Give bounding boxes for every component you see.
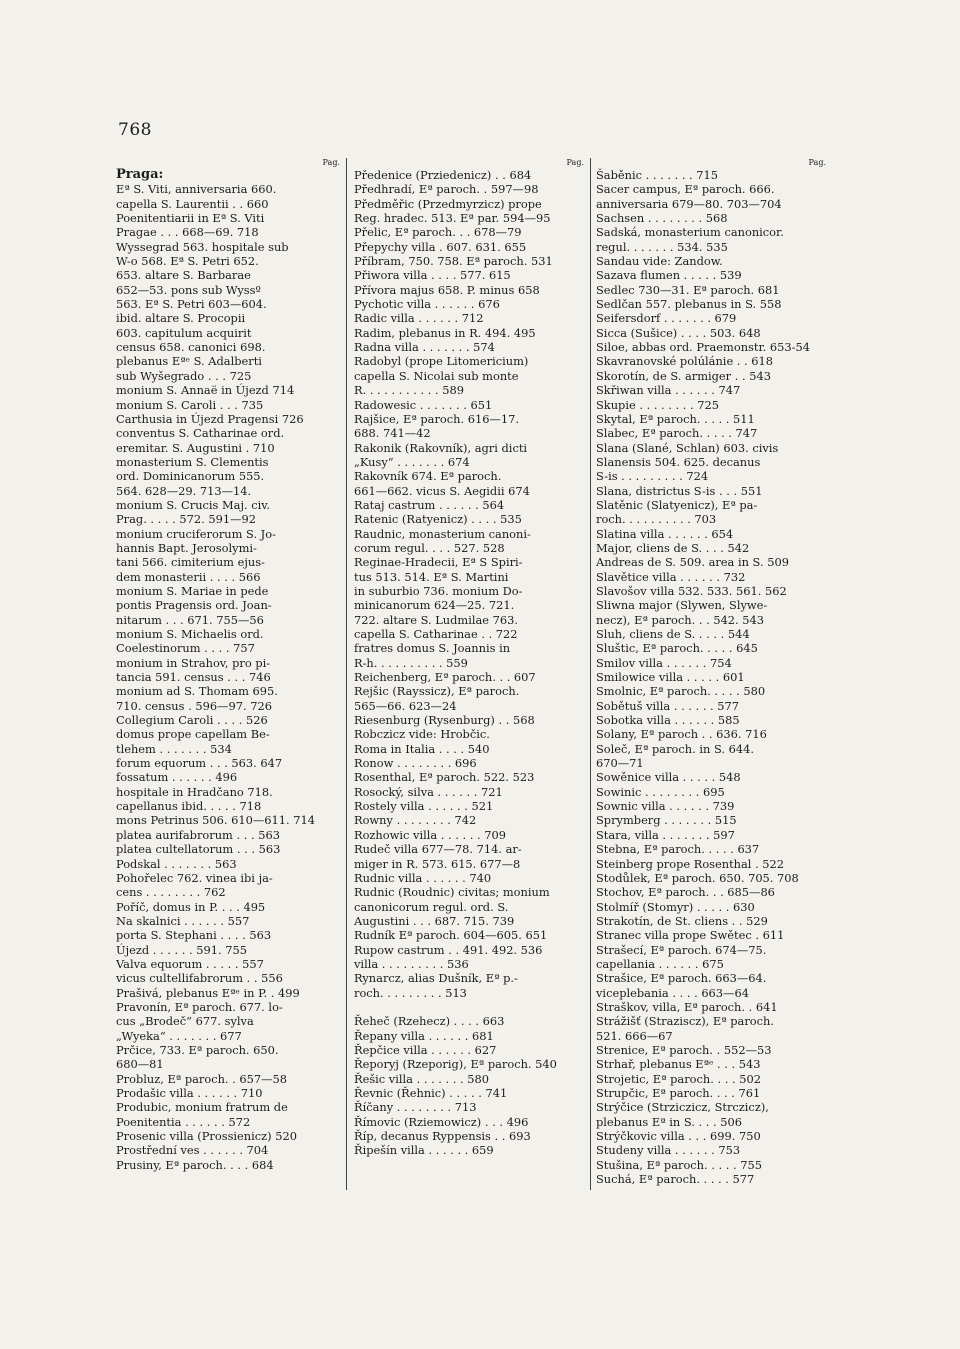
index-entry: 680—81: [116, 1057, 164, 1072]
index-entry: villa . . . . . . . . . 536: [354, 956, 469, 971]
index-entry: Rowny . . . . . . . . 742: [354, 813, 477, 828]
index-entry: R. . . . . . . . . . . 589: [354, 383, 464, 398]
index-column-1: [116, 160, 340, 1172]
index-entry: Strašecí, Eª paroch. 674—75.: [596, 942, 767, 957]
index-entry: 521. 666—67: [596, 1028, 673, 1043]
index-entry: Rostely villa . . . . . . 521: [354, 799, 494, 814]
index-entry: Slana (Slané, Schlan) 603. civis: [596, 440, 779, 455]
index-entry: Strojetic, Eª paroch. . . . 502: [596, 1071, 761, 1086]
index-entry: capellania . . . . . . 675: [596, 956, 724, 971]
index-entry: 722. altare S. Ludmilae 763.: [354, 612, 519, 627]
index-entry: miger in R. 573. 615. 677—8: [354, 856, 521, 871]
index-entry: Stodůlek, Eª paroch. 650. 705. 708: [596, 870, 799, 885]
pag-label: Pag.: [808, 158, 826, 167]
index-entry: Sownic villa . . . . . . 739: [596, 799, 735, 814]
index-entry: 661—662. vicus S. Aegidii 674: [354, 483, 530, 498]
index-entry: Rakovník 674. Eª paroch.: [354, 469, 502, 484]
index-entry: Rejšic (Rayssicz), Eª paroch.: [354, 684, 520, 699]
index-entry: capella S. Catharinae . . 722: [354, 627, 518, 641]
index-entry: Na skalnici . . . . . . 557: [116, 913, 250, 928]
index-entry: Předenice (Prziedenicz) . . 684: [354, 168, 532, 182]
index-entry: Římovic (Rziemowicz) . . . 496: [354, 1114, 529, 1129]
index-entry: monasterium S. Clementis: [116, 454, 269, 469]
index-entry: Pravonín, Eª paroch. 677. lo-: [116, 999, 283, 1014]
pag-label: Pag.: [566, 158, 584, 167]
index-entry: Přelic, Eª paroch. . . 678—79: [354, 225, 522, 240]
index-entry: census 658. canonici 698.: [116, 340, 266, 355]
index-entry: S-is . . . . . . . . . 724: [596, 469, 709, 484]
index-entry: Sprymberg . . . . . . . 515: [596, 813, 737, 828]
index-column-3: [596, 160, 826, 1186]
page-number: 768: [118, 120, 152, 140]
index-column-2: [354, 160, 584, 1158]
index-entry: eremitar. S. Augustini . 710: [116, 440, 275, 455]
index-entry: Strakotín, de St. cliens . . 529: [596, 913, 768, 928]
index-entry: canonicorum regul. ord. S.: [354, 899, 509, 914]
index-entry: Roma in Italia . . . . 540: [354, 741, 490, 756]
index-entry: Podskal . . . . . . . 563: [116, 856, 237, 871]
index-entry: Strýčice (Strziczicz, Strczicz),: [596, 1100, 769, 1115]
index-entry: tlehem . . . . . . . 534: [116, 741, 232, 756]
index-entry: Rudnic villa . . . . . . 740: [354, 870, 492, 885]
index-entry: Sandau vide: Zandow.: [596, 254, 723, 269]
index-entry: „Kusy“ . . . . . . . 674: [354, 454, 470, 469]
index-entry: monium S. Annaë in Újezd 714: [116, 383, 295, 398]
index-entry: Strýčkovic villa . . . 699. 750: [596, 1129, 761, 1144]
index-entry: monium S. Mariae in pede: [116, 583, 269, 598]
index-entry: Slanensis 504. 625. decanus: [596, 454, 761, 469]
index-entry: Sadská, monasterium canonicor.: [596, 225, 784, 240]
index-entry: Stranec villa prope Swětec . 611: [596, 928, 785, 943]
index-entry: Předhradí, Eª paroch. . 597—98: [354, 182, 539, 197]
index-entry: Produbic, monium fratrum de: [116, 1100, 288, 1115]
index-entry: Studeny villa . . . . . . 753: [596, 1143, 741, 1158]
index-entry: Carthusia in Újezd Pragensi 726: [116, 411, 304, 426]
index-entry: Sacer campus, Eª paroch. 666.: [596, 182, 775, 197]
index-entry: Sachsen . . . . . . . . 568: [596, 211, 728, 226]
index-entry: Raudnic, monasterium canoni-: [354, 526, 531, 541]
index-entry: Sedlec 730—31. Eª paroch. 681: [596, 282, 780, 297]
index-entry: Sluštic, Eª paroch. . . . . 645: [596, 641, 758, 656]
index-entry: Ratenic (Ratyenicz) . . . . 535: [354, 512, 522, 527]
index-entry: vicus cultellifabrorum . . 556: [116, 971, 283, 986]
index-entry: Sowinic . . . . . . . . 695: [596, 784, 725, 799]
index-entry: Újezd . . . . . . 591. 755: [116, 942, 247, 957]
index-entry: tus 513. 514. Eª S. Martini: [354, 569, 509, 584]
index-entry: Rakonik (Rakovník), agri dicti: [354, 440, 528, 455]
index-entry: Řipešín villa . . . . . . 659: [354, 1143, 494, 1158]
index-entry: ord. Dominicanorum 555.: [116, 469, 265, 484]
index-entry: Přiwora villa . . . . 577. 615: [354, 268, 511, 283]
index-entry: monium ad S. Thomam 695.: [116, 684, 278, 699]
index-entry: Sobotka villa . . . . . . 585: [596, 713, 740, 728]
index-entry: Příbram, 750. 758. Eª paroch. 531: [354, 254, 553, 269]
index-entry: Přepychy villa . 607. 631. 655: [354, 239, 527, 254]
index-entry: minicanorum 624—25. 721.: [354, 598, 515, 613]
index-entry: Sowěnice villa . . . . . 548: [596, 770, 741, 785]
index-entry: 652—53. pons sub Wyssº: [116, 282, 261, 297]
index-entry: Probluz, Eª paroch. . 657—58: [116, 1071, 288, 1086]
index-entry: Rataj castrum . . . . . . 564: [354, 497, 505, 512]
index-entry: Suchá, Eª paroch. . . . . 577: [596, 1172, 755, 1187]
index-entry: Slatina villa . . . . . . 654: [596, 526, 734, 541]
index-entry: Říčany . . . . . . . . 713: [354, 1100, 477, 1115]
index-entry: monium S. Caroli . . . 735: [116, 397, 264, 412]
index-entry: Radna villa . . . . . . . 574: [354, 340, 495, 355]
index-entry: plebanus Eª in S. . . . 506: [596, 1114, 742, 1129]
index-entry: Prag. . . . . 572. 591—92: [116, 512, 257, 527]
index-entry: Reichenberg, Eª paroch. . . 607: [354, 670, 536, 685]
index-entry: Prašivá, plebanus Eªᵉ in P. . 499: [116, 985, 300, 1000]
column-divider: [346, 158, 347, 1190]
index-entry: Robczicz vide: Hrobčic.: [354, 727, 490, 742]
index-entry: Riesenburg (Rysenburg) . . 568: [354, 713, 535, 728]
index-entry: monium in Strahov, pro pi-: [116, 655, 271, 670]
index-entry: Major, cliens de S. . . . 542: [596, 540, 750, 555]
index-entry: Rudník Eª paroch. 604—605. 651: [354, 928, 548, 943]
index-entry: W-o 568. Eª S. Petri 652.: [116, 254, 259, 269]
index-entry: in suburbio 736. monium Do-: [354, 583, 523, 598]
index-entry: Slana, districtus S-is . . . 551: [596, 483, 763, 498]
pag-label: Pag.: [322, 158, 340, 167]
index-entry: Stolmíř (Stomyr) . . . . . 630: [596, 899, 755, 914]
index-entry: dem monasterii . . . . 566: [116, 569, 261, 584]
index-entry: Poenitentia . . . . . . 572: [116, 1114, 251, 1129]
index-entry: Smilowice villa . . . . . 601: [596, 670, 745, 685]
index-entry: Řešic villa . . . . . . . 580: [354, 1071, 490, 1086]
index-entry: 564. 628—29. 713—14.: [116, 483, 252, 498]
index-entry: Sicca (Sušice) . . . . 503. 648: [596, 325, 761, 340]
index-entry: roch. . . . . . . . . . 703: [596, 512, 717, 527]
index-entry: Pragae . . . 668—69. 718: [116, 225, 259, 240]
index-entry: Rynarcz, alias Dušník, Eª p.-: [354, 971, 518, 986]
index-entry: [354, 1000, 584, 1014]
index-entry: Steinberg prope Rosenthal . 522: [596, 856, 785, 871]
index-entry: Řepčice villa . . . . . . 627: [354, 1042, 497, 1057]
index-entry: Sluh, cliens de S. . . . . 544: [596, 627, 750, 641]
index-entry: Slavošov villa 532. 533. 561. 562: [596, 583, 787, 598]
index-entry: sub Wyšegrado . . . 725: [116, 368, 252, 383]
index-entry: 603. capitulum acquirit: [116, 325, 252, 340]
index-entry: 670—71: [596, 756, 644, 771]
index-entry: capellanus ibid. . . . . 718: [116, 799, 262, 814]
index-entry: Augustini . . . 687. 715. 739: [354, 913, 515, 928]
index-entry: Prodašic villa . . . . . . 710: [116, 1086, 263, 1100]
column-divider: [590, 158, 591, 1190]
index-entry: Sedlčan 557. plebanus in S. 558: [596, 297, 782, 312]
index-entry: hospitale in Hradčano 718.: [116, 784, 273, 799]
index-entry: necz), Eª paroch. . . 542. 543: [596, 612, 765, 627]
index-entry: cus „Brodeč“ 677. sylva: [116, 1014, 254, 1029]
index-entry: Reginae-Hradecii, Eª S Spiri-: [354, 555, 523, 570]
index-entry: anniversaria 679—80. 703—704: [596, 196, 782, 211]
index-entry: Smilov villa . . . . . . 754: [596, 655, 732, 670]
index-entry: Řepany villa . . . . . . 681: [354, 1028, 494, 1043]
index-entry: Rozhowic villa . . . . . . 709: [354, 827, 506, 842]
index-entry: Collegium Caroli . . . . 526: [116, 713, 268, 728]
index-entry: Straškov, villa, Eª paroch. . 641: [596, 999, 778, 1014]
index-entry: Radim, plebanus in R. 494. 495: [354, 325, 536, 340]
index-entry: Sliwna major (Slywen, Slywe-: [596, 598, 768, 613]
index-entry: nitarum . . . 671. 755—56: [116, 612, 264, 627]
index-entry: Řevnic (Řehnic) . . . . . 741: [354, 1086, 508, 1100]
index-entry: Prčice, 733. Eª paroch. 650.: [116, 1042, 279, 1057]
index-entry: Rosenthal, Eª paroch. 522. 523: [354, 770, 535, 785]
index-entry: Skorotín, de S. armiger . . 543: [596, 368, 771, 383]
index-entry: hannis Bapt. Jerosolymi-: [116, 540, 257, 555]
index-entry: Coelestinorum . . . . 757: [116, 641, 255, 656]
index-entry: forum equorum . . . 563. 647: [116, 756, 283, 771]
index-entry: tancia 591. census . . . 746: [116, 670, 271, 685]
index-entry: Smolnic, Eª paroch. . . . . 580: [596, 684, 766, 699]
index-entry: Slavětice villa . . . . . . 732: [596, 569, 746, 584]
index-entry: Rosocký, silva . . . . . . 721: [354, 784, 503, 799]
index-entry: Prosenic villa (Prossienicz) 520: [116, 1129, 297, 1144]
index-entry: Skupie . . . . . . . . 725: [596, 397, 720, 412]
index-entry: „Wyeka“ . . . . . . . 677: [116, 1028, 242, 1043]
index-entry: Prostřední ves . . . . . . 704: [116, 1143, 269, 1158]
index-entry: Předměřic (Przedmyrzicz) prope: [354, 196, 542, 211]
index-entry: Eª S. Viti, anniversaria 660.: [116, 182, 277, 197]
index-entry: Poříč, domus in P. . . . 495: [116, 899, 266, 914]
index-entry: Slabec, Eª paroch. . . . . 747: [596, 426, 758, 441]
index-entry: Strenice, Eª paroch. . 552—53: [596, 1042, 772, 1057]
index-entry: 565—66. 623—24: [354, 698, 457, 713]
index-entry: 563. Eª S. Petri 603—604.: [116, 297, 267, 312]
index-entry: Strhař, plebanus Eªᵉ . . . 543: [596, 1057, 761, 1072]
index-entry: Reg. hradec. 513. Eª par. 594—95: [354, 211, 551, 226]
index-entry: capella S. Nicolai sub monte: [354, 368, 519, 383]
index-entry: Strašice, Eª paroch. 663—64.: [596, 971, 767, 986]
index-entry: Stebna, Eª paroch. . . . . 637: [596, 842, 760, 857]
index-entry: Stochov, Eª paroch. . . 685—86: [596, 885, 775, 900]
index-entry: Radowesic . . . . . . . 651: [354, 397, 493, 412]
index-entry: Řeheč (Rzehecz) . . . . 663: [354, 1014, 505, 1029]
index-entry: Pychotic villa . . . . . . 676: [354, 297, 500, 312]
index-entry: domus prope capellam Be-: [116, 727, 270, 742]
index-entry: Sazava flumen . . . . . 539: [596, 268, 742, 283]
index-entry: 688. 741—42: [354, 426, 431, 441]
index-entry: monium S. Michaelis ord.: [116, 627, 264, 641]
index-entry: Skytal, Eª paroch. . . . . 511: [596, 411, 755, 426]
index-entry: Poenitentiarii in Eª S. Viti: [116, 211, 265, 226]
index-entry: Skavranovské polúlánie . . 618: [596, 354, 774, 369]
index-entry: viceplebania . . . . 663—64: [596, 985, 749, 1000]
index-entry: regul. . . . . . . 534. 535: [596, 239, 728, 254]
index-entry: R-h. . . . . . . . . . 559: [354, 655, 468, 670]
index-entry: fossatum . . . . . . 496: [116, 770, 238, 785]
index-entry: Radobyl (prope Litomericium): [354, 354, 529, 369]
index-entry: ibid. altare S. Procopii: [116, 311, 246, 326]
index-entry: Andreas de S. 509. area in S. 509: [596, 555, 789, 570]
index-entry: fratres domus S. Joannis in: [354, 641, 511, 656]
index-entry: Říp, decanus Ryppensis . . 693: [354, 1129, 531, 1144]
index-entry: Slatěnic (Slatyenicz), Eª pa-: [596, 497, 758, 512]
index-entry: Strupčic, Eª paroch. . . . 761: [596, 1086, 761, 1100]
index-entry: Valva equorum . . . . . 557: [116, 956, 264, 971]
index-entry: plebanus Eªᵉ S. Adalberti: [116, 354, 262, 369]
index-entry: cens . . . . . . . . 762: [116, 885, 226, 900]
index-entry: conventus S. Catharinae ord.: [116, 426, 285, 441]
index-entry: Přívora majus 658. P. minus 658: [354, 282, 540, 297]
index-entry: Řeporyj (Rzeporig), Eª paroch. 540: [354, 1057, 557, 1072]
index-entry: mons Petrinus 506. 610—611. 714: [116, 813, 315, 828]
index-entry: roch. . . . . . . . . 513: [354, 985, 467, 1000]
index-entry: Praga:: [116, 168, 164, 182]
index-entry: Skřiwan villa . . . . . . 747: [596, 383, 741, 398]
index-entry: corum regul. . . . 527. 528: [354, 540, 505, 555]
index-entry: porta S. Stephani . . . . 563: [116, 928, 272, 943]
index-entry: Šaběnic . . . . . . . 715: [596, 168, 719, 182]
index-entry: 653. altare S. Barbarae: [116, 268, 251, 283]
index-entry: Solany, Eª paroch . . 636. 716: [596, 727, 767, 742]
index-entry: Ronow . . . . . . . . 696: [354, 756, 477, 771]
index-entry: pontis Pragensis ord. Joan-: [116, 598, 272, 613]
index-entry: capella S. Laurentii . . 660: [116, 196, 269, 211]
index-entry: tani 566. cimiterium ejus-: [116, 555, 265, 570]
index-entry: Rupow castrum . . 491. 492. 536: [354, 942, 543, 957]
index-entry: Rudeč villa 677—78. 714. ar-: [354, 842, 522, 857]
index-entry: platea cultellatorum . . . 563: [116, 842, 281, 857]
index-entry: Siloe, abbas ord. Praemonstr. 653-54: [596, 340, 810, 355]
index-entry: Pohořelec 762. vinea ibi ja-: [116, 870, 273, 885]
index-entry: Rudnic (Roudnic) civitas; monium: [354, 885, 550, 900]
index-entry: platea aurifabrorum . . . 563: [116, 827, 280, 842]
index-entry: Stara, villa . . . . . . . 597: [596, 827, 735, 842]
index-entry: monium S. Crucis Maj. civ.: [116, 497, 270, 512]
index-entry: monium cruciferorum S. Jo-: [116, 526, 276, 541]
index-entry: Prusiny, Eª paroch. . . . 684: [116, 1157, 274, 1172]
index-entry: Seifersdorf . . . . . . . 679: [596, 311, 737, 326]
index-entry: Strážišť (Straziscz), Eª paroch.: [596, 1014, 774, 1029]
index-entry: Rajšice, Eª paroch. 616—17.: [354, 411, 519, 426]
index-entry: Stušina, Eª paroch. . . . . 755: [596, 1157, 762, 1172]
index-entry: Wyssegrad 563. hospitale sub: [116, 239, 289, 254]
index-entry: 710. census . 596—97. 726: [116, 698, 272, 713]
index-entry: Soleč, Eª paroch. in S. 644.: [596, 741, 754, 756]
index-entry: Sobětuš villa . . . . . . 577: [596, 698, 740, 713]
index-entry: Radic villa . . . . . . 712: [354, 311, 484, 326]
